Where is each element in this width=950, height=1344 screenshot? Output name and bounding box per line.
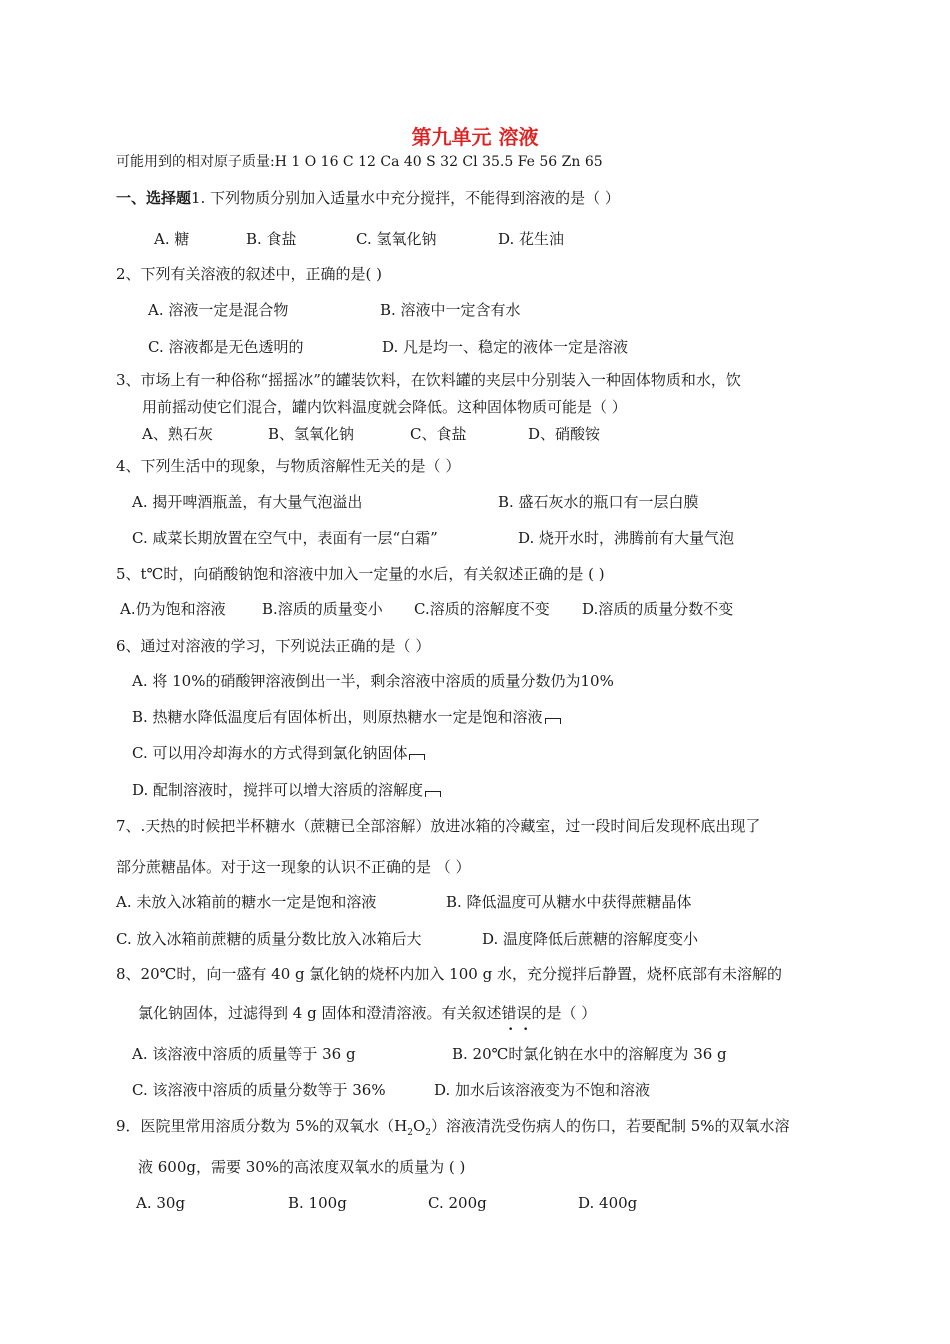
question-4-stem: 4、下列生活中的现象，与物质溶解性无关的是（ ） [116, 457, 461, 475]
question-2-stem: 2、下列有关溶液的叙述中，正确的是( ) [116, 265, 383, 283]
edit-mark-icon [409, 754, 425, 760]
q3-option-d: D、硝酸铵 [528, 425, 601, 443]
q5-option-d: D.溶质的质量分数不变 [582, 600, 734, 618]
q6-option-c [132, 743, 425, 763]
q3-option-b: B、氢氧化钠 [268, 425, 355, 443]
subscript: 2 [407, 1128, 413, 1138]
q9-option-a: A. 30g [136, 1194, 186, 1212]
q3-option-a: A、熟石灰 [142, 425, 213, 443]
q9-formula-o: O [412, 1117, 426, 1135]
q1-option-c: C. 氢氧化钠 [356, 230, 437, 248]
q8-option-c: C. 该溶液中溶质的质量分数等于 36% [132, 1081, 386, 1099]
question-6-stem: 6、通过对溶液的学习，下列说法正确的是（ ） [116, 637, 431, 655]
q5-option-a: A.仍为饱和溶液 [120, 600, 226, 618]
edit-mark-icon [545, 718, 561, 724]
q1-option-b: B. 食盐 [246, 230, 297, 248]
q2-option-c: C. 溶液都是无色透明的 [148, 338, 304, 356]
q4-option-b: B. 盛石灰水的瓶口有一层白膜 [498, 493, 699, 511]
q9-stem-tail: ）溶液清洗受伤病人的伤口，若要配制 5%的双氧水溶 [430, 1117, 790, 1135]
q8-option-d: D. 加水后该溶液变为不饱和溶液 [434, 1081, 651, 1099]
question-9-stem-line2: 液 600g，需要 30%的高浓度双氧水的质量为 ( ) [138, 1158, 466, 1176]
question-3-stem-line2: 用前摇动使它们混合，罐内饮料温度就会降低。这种固体物质可能是（ ） [142, 398, 627, 416]
q7-option-a: A. 未放入冰箱前的糖水一定是饱和溶液 [116, 893, 377, 911]
q9-stem-text: 9．医院里常用溶质分数为 5%的双氧水（H [116, 1117, 408, 1135]
q4-option-d: D. 烧开水时，沸腾前有大量气泡 [518, 529, 735, 547]
question-7-stem-line1: 7、.天热的时候把半杯糖水（蔗糖已全部溶解）放进冰箱的冷藏室，过一段时间后发现杯底出现了 [116, 817, 761, 835]
q2-option-a: A. 溶液一定是混合物 [148, 301, 289, 319]
edit-mark-icon [425, 791, 441, 797]
emphasis-char: 错 [501, 1004, 517, 1022]
section-label: 一、选择题 [116, 189, 192, 207]
q6-option-d [132, 780, 441, 800]
question-8-stem-line1: 8、20℃时，向一盛有 40 g 氯化钠的烧杯内加入 100 g 水，充分搅拌后静置，烧杯底部有未溶解的 [116, 965, 782, 983]
q8-stem-tail: 的是（ ） [531, 1004, 597, 1022]
q4-option-c: C. 咸菜长期放置在空气中，表面有一层“白霜” [132, 529, 438, 547]
question-9-stem-line1 [116, 1116, 790, 1143]
subscript: 2 [425, 1128, 431, 1138]
q4-option-a: A. 揭开啤酒瓶盖，有大量气泡溢出 [132, 493, 363, 511]
q6-option-b-text: B. 热糖水降低温度后有固体析出，则原热糖水一定是饱和溶液 [132, 708, 543, 726]
question-8-stem-line2 [138, 1003, 596, 1023]
question-1-stem [116, 188, 620, 208]
q9-option-c: C. 200g [428, 1194, 487, 1212]
q6-option-d-text: D. 配制溶液时，搅拌可以增大溶质的溶解度 [132, 781, 424, 799]
q8-option-a: A. 该溶液中溶质的质量等于 36 g [132, 1045, 356, 1063]
q5-option-b: B.溶质的质量变小 [262, 600, 383, 618]
q8-option-b: B. 20℃时氯化钠在水中的溶解度为 36 g [452, 1045, 727, 1063]
q1-option-d: D. 花生油 [498, 230, 565, 248]
q9-option-b: B. 100g [288, 1194, 347, 1212]
emphasis-char: 误 [516, 1004, 532, 1022]
question-3-stem-line1: 3、市场上有一种俗称“摇摇冰”的罐装饮料，在饮料罐的夹层中分别装入一种固体物质和水，饮 [116, 371, 741, 389]
q7-option-b: B. 降低温度可从糖水中获得蔗糖晶体 [446, 893, 692, 911]
page-title: 第九单元 溶液 [411, 125, 539, 149]
question-1-text: 1. 下列物质分别加入适量水中充分搅拌，不能得到溶液的是（ ） [191, 189, 620, 207]
q6-option-a: A. 将 10%的硝酸钾溶液倒出一半，剩余溶液中溶质的质量分数仍为10% [132, 672, 614, 690]
question-7-stem-line2: 部分蔗糖晶体。对于这一现象的认识不正确的是 （ ） [116, 858, 471, 876]
question-5-stem: 5、t℃时，向硝酸钠饱和溶液中加入一定量的水后，有关叙述正确的是 ( ) [116, 565, 605, 583]
q2-option-b: B. 溶液中一定含有水 [380, 301, 521, 319]
q9-option-d: D. 400g [578, 1194, 638, 1212]
q8-stem-text: 氯化钠固体，过滤得到 4 g 固体和澄清溶液。有关叙述 [138, 1004, 502, 1022]
q2-option-d: D. 凡是均一、稳定的液体一定是溶液 [382, 338, 629, 356]
q6-option-c-text: C. 可以用冷却海水的方式得到氯化钠固体 [132, 744, 408, 762]
q5-option-c: C.溶质的溶解度不变 [414, 600, 550, 618]
q7-option-c: C. 放入冰箱前蔗糖的质量分数比放入冰箱后大 [116, 930, 422, 948]
q1-option-a: A. 糖 [154, 230, 190, 248]
atomic-masses-line: 可能用到的相对原子质量:H 1 O 16 C 12 Ca 40 S 32 Cl 35.5 Fe 56 Zn 65 [116, 154, 603, 170]
q3-option-c: C、食盐 [410, 425, 467, 443]
q6-option-b [132, 707, 561, 727]
q7-option-d: D. 温度降低后蔗糖的溶解度变小 [482, 930, 699, 948]
